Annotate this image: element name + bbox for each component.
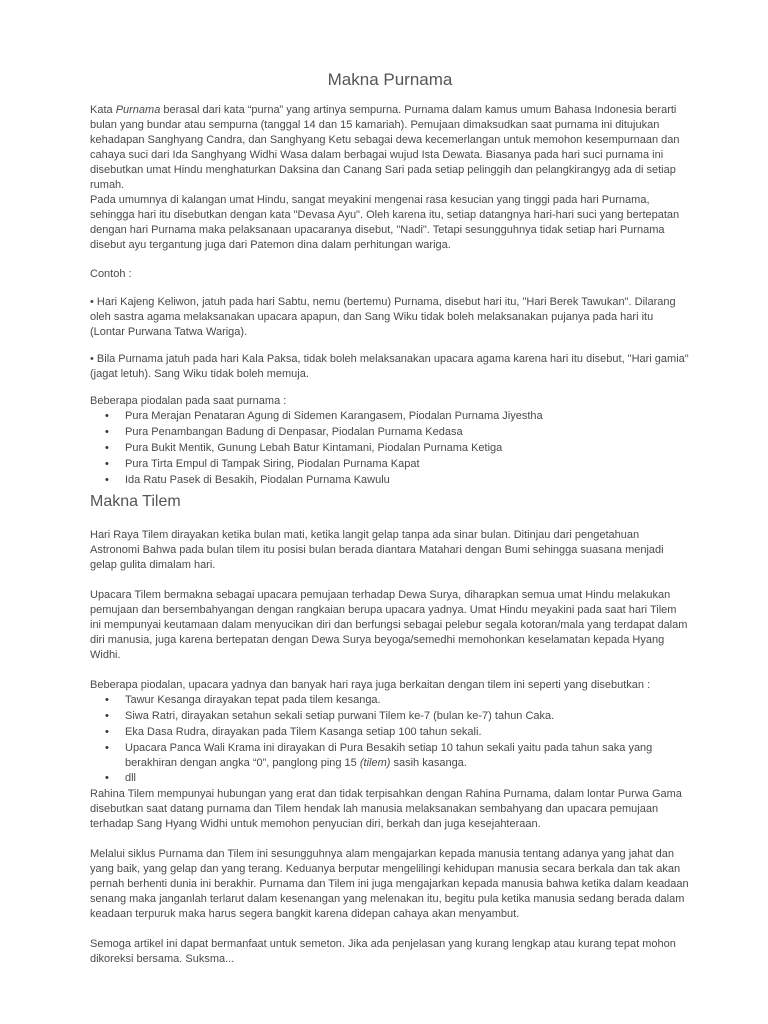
list-item: • Pura Merajan Penataran Agung di Sidemen Karangasem, Piodalan Purnama Jiyestha	[125, 409, 690, 425]
intro-paragraph-2: Pada umumnya di kalangan umat Hindu, sangat meyakini mengenai rasa kesucian yang tinggi pada hari Purnama, sehingga hari itu disebutkan dengan kata "Devasa Ayu". Oleh karena itu, setiap datangnya hari-hari suci yang bertepatan dengan hari Purnama maka pelaksanaan upacaranya disebut, "Nadi". Tetapi sesungguhnya tidak setiap hari Purnama disebut ayu tergantung juga dari Patemon dina dalam perhitungan wariga.	[90, 194, 680, 251]
intro-emphasis: Purnama	[115, 104, 161, 116]
closing-paragraph: Semoga artikel ini dapat bermanfaat untuk semeton. Jika ada penjelasan yang kurang lengkap atau kurang tepat mohon dikoreksi bersama. Suksma...	[90, 938, 676, 965]
list-item	[125, 741, 690, 771]
list-item: • Pura Bukit Mentik, Gunung Lebah Batur Kintamani, Piodalan Purnama Ketiga	[125, 441, 690, 457]
list-item-text-pre: Upacara Panca Wali Krama ini dirayakan di Pura Besakih setiap 10 tahun sekali yaitu pada tahun saka yang berakhiran dengan angka “0”, panglong ping 15	[125, 742, 653, 769]
list-item: • Pura Tirta Empul di Tampak Siring, Piodalan Purnama Kapat	[125, 457, 690, 473]
piodalan-label: Beberapa piodalan pada saat purnama :	[90, 395, 287, 407]
list-item-text-post: sasih kasanga.	[390, 757, 467, 769]
example-bullet-2: • Bila Purnama jatuh pada hari Kala Paksa, tidak boleh melaksanakan upacara agama karena hari itu disebut, "Hari gamia" (jagat letuh). Sang Wiku tidak boleh memuja.	[90, 353, 689, 380]
document-page	[90, 0, 690, 967]
page-title: Makna Purnama	[327, 70, 453, 89]
rahina-paragraph: Rahina Tilem mempunyai hubungan yang erat dan tidak terpisahkan dengan Rahina Purnama, dalam lontar Purwa Gama disebutkan saat datang purnama dan Tilem hendak lah manusia melaksanakan sembahyang dan upacara pemujaan terhadap Sang Hyang Widhi untuk memohon penyucian diri, berkah dan juga kesejahteraan.	[90, 788, 682, 830]
list-item: • Pura Penambangan Badung di Denpasar, Piodalan Purnama Kedasa	[125, 425, 690, 441]
contoh-label: Contoh :	[90, 268, 132, 280]
list-item: • Eka Dasa Rudra, dirayakan pada Tilem Kasanga setiap 100 tahun sekali.	[125, 725, 690, 741]
tilem-paragraph-1: Hari Raya Tilem dirayakan ketika bulan mati, ketika langit gelap tanpa ada sinar bulan. Ditinjau dari pengetahuan Astronomi Bahwa pada bulan tilem itu posisi bulan berada diantara Matahari dengan Bumi sehingga suasana menjadi gelap gulita dimalam hari.	[90, 529, 664, 571]
intro-paragraph-1	[90, 103, 690, 193]
example-bullet-1: • Hari Kajeng Keliwon, jatuh pada hari Sabtu, nemu (bertemu) Purnama, disebut hari itu, "Hari Berek Tawukan". Dilarang oleh sastra agama melaksanakan upacara apapun, dan Sang Wiku tidak boleh melaksanakan pujanya pada hari itu (Lontar Purwana Tatwa Wariga).	[90, 296, 676, 338]
tilem-list	[90, 693, 690, 787]
list-item: • Siwa Ratri, dirayakan setahun sekali setiap purwani Tilem ke-7 (bulan ke-7) tahun Caka.	[125, 709, 690, 725]
list-item-emphasis: (tilem)	[359, 757, 391, 769]
piodalan-list	[90, 409, 690, 489]
intro-text-pre: Kata	[90, 104, 116, 116]
list-item: • Ida Ratu Pasek di Besakih, Piodalan Purnama Kawulu	[125, 473, 690, 489]
siklus-paragraph: Melalui siklus Purnama dan Tilem ini sesungguhnya alam mengajarkan kepada manusia tentang adanya yang jahat dan yang baik, yang gelap dan yang terang. Keduanya berputar mengelilingi kehidupan manusia secara berkala dan tak akan pernah berhenti dunia ini berakhir. Purnama dan Tilem ini juga mengajarkan kepada manusia bahwa ketika dalam keadaan senang maka janganlah terlarut dalam kesenangan yang melenakan itu, begitu pula ketika manusia sedang berada dalam keadaan terpuruk maka harus segera bangkit karena didepan cahaya akan menyambut.	[90, 848, 689, 920]
tilem-piodalan-label: Beberapa piodalan, upacara yadnya dan banyak hari raya juga berkaitan dengan tilem ini seperti yang disebutkan :	[90, 679, 651, 691]
list-item: • dll	[125, 771, 690, 787]
tilem-paragraph-2: Upacara Tilem bermakna sebagai upacara pemujaan terhadap Dewa Surya, diharapkan semua umat Hindu melakukan pemujaan dan bersembahyangan dengan rangkaian berupa upacara yadnya. Umat Hindu meyakini pada saat hari Tilem ini mempunyai keutamaan dalam menyucikan diri dan berfungsi sebagai pelebur segala kotoran/mala yang terdapat dalam diri manusia, juga karena bertepatan dengan Dewa Surya beyoga/semedhi memohonkan keselamatan kepada Hyang Widhi.	[90, 589, 688, 661]
intro-text-post: berasal dari kata “purna” yang artinya sempurna. Purnama dalam kamus umum Bahasa Indonesia berarti bulan yang bundar atau sempurna (tanggal 14 dan 15 kamariah). Pemujaan dimaksudkan saat purnama ini ditujukan kehadapan Sanghyang Candra, dan Sanghyang Ketu sebagai dewa kecemerlangan untuk memohon kesempurnaan dan cahaya suci dari Ida Sanghyang Widhi Wasa dalam berbagai wujud Ista Dewata. Biasanya pada hari suci purnama ini disebutkan umat Hindu menghaturkan Daksina dan Canang Sari pada setiap pelinggih dan pelangkirangyg ada di setiap rumah.	[90, 104, 680, 191]
tilem-heading: Makna Tilem	[90, 493, 181, 510]
list-item: • Tawur Kesanga dirayakan tepat pada tilem kesanga.	[125, 693, 690, 709]
